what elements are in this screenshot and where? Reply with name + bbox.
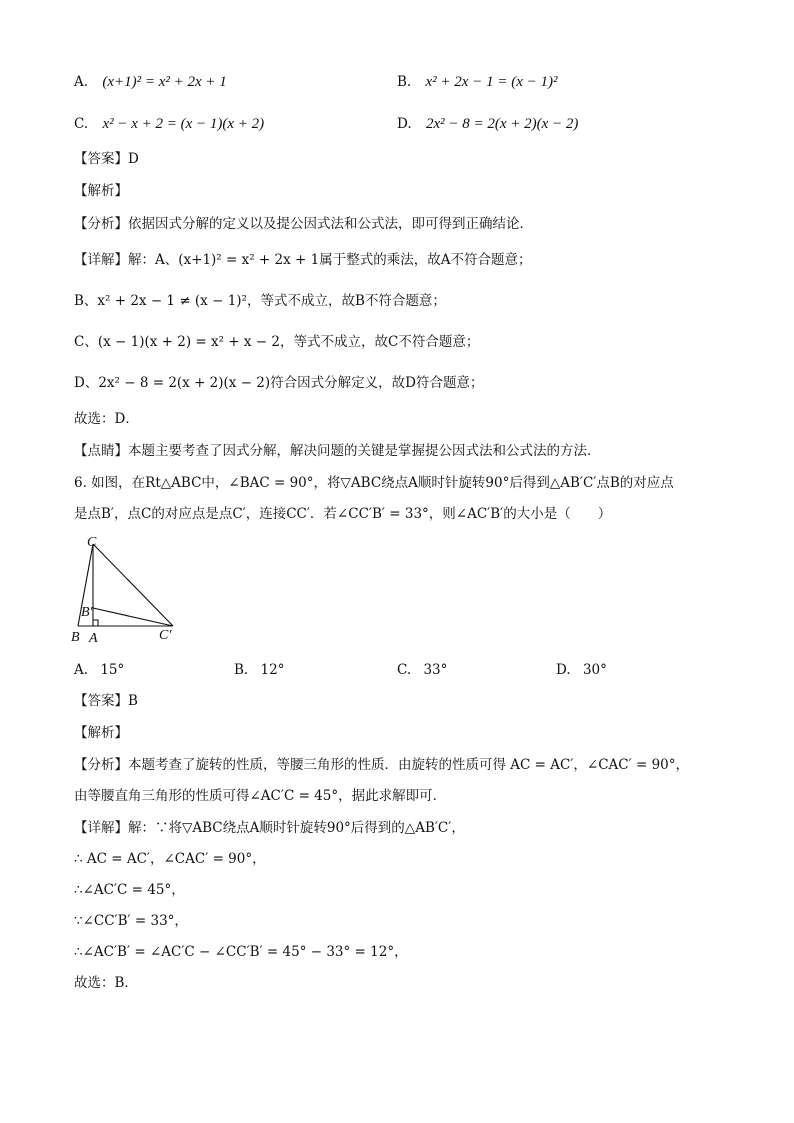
option-value: 33° — [423, 662, 448, 678]
q6-detail-line-3: ∴∠AC′C = 45°， — [74, 882, 185, 898]
option-letter: A. — [74, 662, 89, 678]
option-letter: D. — [556, 662, 571, 678]
q6-detail-line-2: ∴ AC = AC′，∠CAC′ = 90°， — [74, 851, 266, 867]
triangle-figure — [68, 535, 198, 650]
q6-analysis-line-1: 【分析】本题考查了旋转的性质，等腰三角形的性质．由旋转的性质可得 AC = AC′，∠CAC′ = 90°， — [74, 757, 690, 773]
option-letter: A. — [74, 74, 89, 90]
option-value: 15° — [100, 662, 125, 678]
q6-option-c — [397, 660, 447, 680]
label-c-prime: C′ — [159, 628, 172, 643]
option-letter: B. — [234, 662, 249, 678]
q6-detail-line-5: ∴∠AC′B′ = ∠AC′C − ∠CC′B′ = 45° − 33° = 12°， — [74, 944, 408, 960]
option-letter: D. — [397, 116, 412, 132]
q5-option-b — [397, 72, 557, 92]
label-b: B — [71, 630, 80, 645]
option-letter: C. — [74, 116, 89, 132]
option-expression: (x+1)² = x² + 2x + 1 — [102, 74, 227, 90]
q6-stem-line-2: 是点B′，点C的对应点是点C′，连接CC′．若∠CC′B′ = 33°，则∠AC′B′的大小是（ ） — [74, 506, 612, 522]
label-b-prime: B′ — [81, 605, 93, 620]
q6-analysis-line-2: 由等腰直角三角形的性质可得∠AC′C = 45°，据此求解即可． — [74, 788, 447, 804]
label-a: A — [89, 631, 98, 646]
q5-remark: 【点睛】本题主要考查了因式分解，解决问题的关键是掌握提公因式法和公式法的方法． — [74, 443, 601, 459]
label-c: C — [87, 535, 97, 550]
option-expression: x² − x + 2 = (x − 1)(x + 2) — [102, 116, 265, 132]
q5-analysis-summary: 【分析】依据因式分解的定义以及提公因式法和公式法，即可得到正确结论． — [74, 216, 533, 232]
option-letter: C. — [397, 662, 412, 678]
q5-option-c — [74, 114, 264, 134]
q5-detail-line-3: C、(x − 1)(x + 2) = x² + x − 2，等式不成立，故C不符合题意； — [74, 334, 480, 350]
q5-answer: 【答案】D — [74, 151, 139, 167]
q5-choose: 故选：D． — [74, 411, 139, 427]
q6-analysis-heading: 【解析】 — [74, 725, 128, 741]
option-value: 30° — [582, 662, 607, 678]
q6-option-a — [74, 660, 124, 680]
q6-stem-line-1: 6. 如图，在Rt△ABC中，∠BAC = 90°，将▽ABC绕点A顺时针旋转90°后得到△AB′C′点B的对应点 — [74, 475, 674, 491]
q6-detail-line-4: ∵∠CC′B′ = 33°， — [74, 913, 188, 929]
option-letter: B. — [397, 74, 412, 90]
option-value: 12° — [260, 662, 285, 678]
option-expression: 2x² − 8 = 2(x + 2)(x − 2) — [425, 116, 579, 132]
q5-option-a — [74, 72, 227, 92]
option-expression: x² + 2x − 1 = (x − 1)² — [425, 74, 558, 90]
q5-detail-line-2: B、x² + 2x − 1 ≠ (x − 1)²，等式不成立，故B不符合题意； — [74, 293, 446, 309]
q5-detail-line-4: D、2x² − 8 = 2(x + 2)(x − 2)符合因式分解定义，故D符合题意； — [74, 375, 484, 391]
q6-detail-line-1: 【详解】解：∵将▽ABC绕点A顺时针旋转90°后得到的△AB′C′， — [74, 820, 465, 836]
q6-option-b — [234, 660, 284, 680]
q5-analysis-heading: 【解析】 — [74, 183, 128, 199]
q6-choose: 故选：B． — [74, 975, 138, 991]
q5-detail-line-1: 【详解】解：A、(x+1)² = x² + 2x + 1属于整式的乘法，故A不符合题意； — [74, 252, 532, 268]
q6-answer: 【答案】B — [74, 693, 138, 709]
q5-option-d — [397, 114, 578, 134]
q6-option-d — [556, 660, 607, 680]
